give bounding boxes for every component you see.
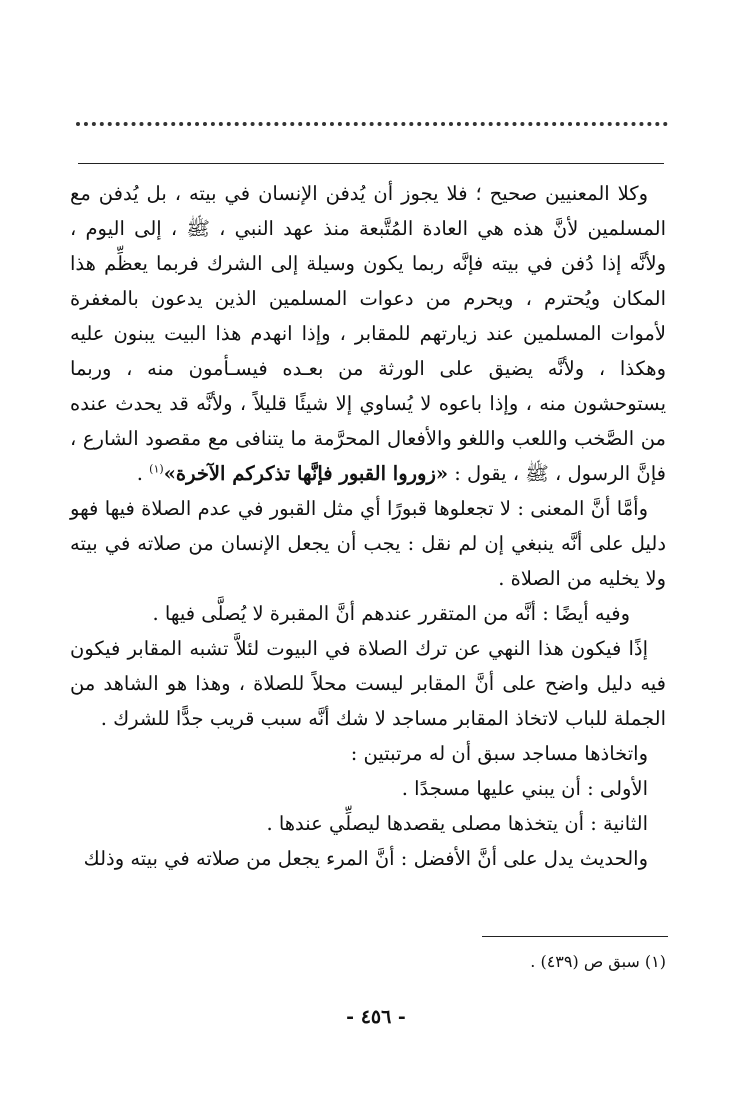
paragraph-4: إذًا فيكون هذا النهي عن ترك الصلاة في البيوت لئلاَّ تشبه المقابر فيكون فيه دليل واضح على أنَّ المقابر ليست محلاً للصلاة ، وهذا هو الشاهد من الجملة للباب لاتخاذ المقابر مساجد لا شك أنَّه سبب قريب جدًّا للشرك . — [70, 637, 666, 730]
dotted-separator — [76, 122, 668, 126]
paragraph-5: واتخاذها مساجد سبق أن له مرتبتين : — [350, 742, 648, 765]
footnote-rule — [482, 936, 668, 937]
top-rule — [78, 163, 664, 164]
hadith-quote: «زوروا القبور فإنَّها تذكركم الآخرة» — [163, 462, 449, 485]
paragraph-2: وأمَّا أنَّ المعنى : لا تجعلوها قبورًا أي مثل القبور في عدم الصلاة فيها فهو دليل على أنَّه ينبغي إن لم نقل : يجب أن يجعل الإنسان من صلاته في بيته ولا يخليه من الصلاة . — [70, 497, 666, 590]
paragraph-1-end: . — [136, 462, 150, 485]
paragraph-3: وفيه أيضًا : أنَّه من المتقرر عندهم أنَّ المقبرة لا يُصلَّى فيها . — [152, 602, 630, 625]
footnote-reference[interactable]: (١) — [149, 462, 164, 476]
paragraph-1 — [70, 176, 666, 491]
page-number: - ٤٥٦ - — [346, 1006, 406, 1028]
footnote: (١) سبق ص (٤٣٩) . — [530, 952, 666, 971]
paragraph-6: الأولى : أن يبني عليها مسجدًا . — [401, 777, 648, 800]
paragraph-7: الثانية : أن يتخذها مصلى يقصدها ليصلِّي عندها . — [266, 812, 648, 835]
paragraph-1-text: وكلا المعنيين صحيح ؛ فلا يجوز أن يُدفن الإنسان في بيته ، بل يُدفن مع المسلمين لأنَّ هذه هي العادة المُتَّبعة منذ عهد النبي ، ﷺ ، إلى اليوم ، ولأنَّه إذا دُفن في بيته فإنَّه ربما يكون وسيلة إلى الشرك فربما يعظِّم هذا المكان ويُحترم ، ويحرم من دعوات المسلمين الذين يدعون بالمغفرة لأموات المسلمين عند زيارتهم للمقابر ، وإذا انهدم هذا البيت يبنون عليه وهكذا ، ولأنَّه يضيق على الورثة من بعـده فيسـأمون منه ، وربما يستوحشون منه ، وإذا باعوه لا يُساوي إلا شيئًا قليلاً ، ولأنَّه قد يحدث عنده من الصَّخب واللعب واللغو والأفعال المحرَّمة ما يتنافى مع مقصود الشارع ، فإنَّ الرسول ، ﷺ ، يقول : — [70, 182, 666, 485]
main-text — [70, 176, 666, 876]
paragraph-8: والحديث يدل على أنَّ الأفضل : أنَّ المرء يجعل من صلاته في بيته وذلك — [83, 847, 648, 870]
